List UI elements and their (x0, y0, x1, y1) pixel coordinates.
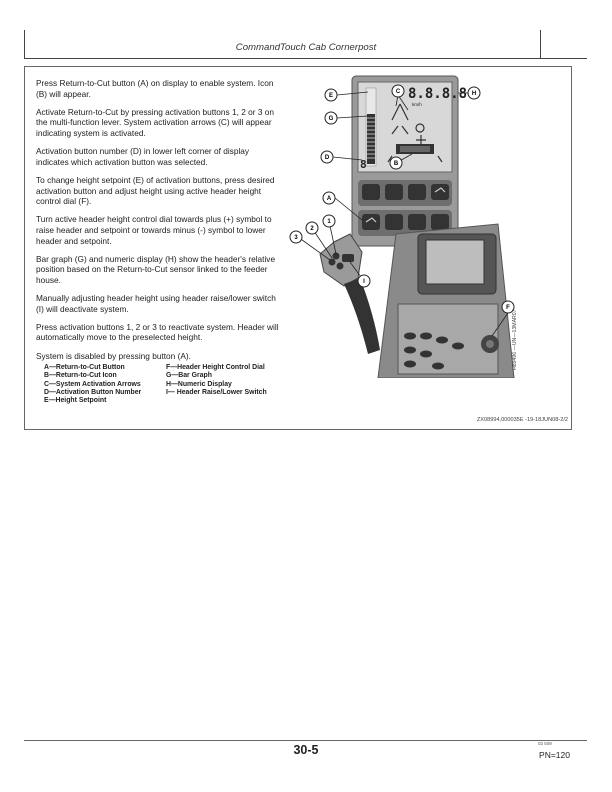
callout-c: C (395, 89, 401, 96)
activation-button-number: 8 (360, 158, 367, 171)
callout-h: H (471, 91, 477, 98)
callout-3: 3 (294, 235, 298, 242)
paragraph: System is disabled by pressing button (A). (36, 350, 191, 361)
paragraph: Turn active header height control dial towards plus (+) symbol to raise header and setpoint or towards minus (-) symbol to lower header and setpoint. (36, 214, 272, 246)
instruction-text (36, 78, 282, 369)
callout-e: E (328, 93, 334, 100)
legend-item: E—Height Setpoint (44, 397, 107, 405)
legend-item: H—Numeric Display (166, 380, 232, 388)
legend-item: F—Header Height Control Dial (166, 364, 265, 371)
legend-item: D—Activation Button Number (44, 388, 142, 396)
legend-item: I— Header Raise/Lower Switch (166, 388, 267, 396)
page-header-title: CommandTouch Cab Cornerpost (235, 42, 377, 53)
pn-label: PN=120 (539, 750, 570, 760)
legend-item: B—Return-to-Cut Icon (44, 372, 117, 380)
legend-right-column (166, 364, 267, 397)
display-unit: km/h (412, 102, 422, 107)
paragraph: Press activation buttons 1, 2 or 3 to reactivate system. Header will automatically move to the preselected height. (36, 321, 279, 343)
footer-code: 02 509 (538, 741, 552, 746)
bar-graph (366, 88, 376, 166)
return-to-cut-figure (288, 74, 518, 378)
multi-function-lever (320, 234, 380, 354)
callout-1: 1 (327, 219, 331, 226)
page-number: 30-5 (293, 743, 319, 757)
paragraph: Press Return-to-Cut button (A) on display to enable system. Icon (B) will appear. (36, 78, 274, 99)
image-id-label: H89496 —UN—13MAR07 (512, 309, 518, 370)
callout-i: I (363, 279, 365, 286)
paragraph: Manually adjusting header height using header raise/lower switch (I) will deactivate system. (36, 293, 276, 314)
callout-f: F (506, 305, 510, 312)
paragraph: Activation button number (D) in lower left corner of display indicates which activation button was selected. (36, 146, 250, 167)
legend-item: C—System Activation Arrows (44, 380, 141, 388)
paragraph: To change height setpoint (E) of activation buttons, press desired activation button and adjust height using active header height control dial (F). (36, 174, 275, 207)
numeric-display: 8.8.8.8 (408, 86, 468, 102)
legend-item: A—Return-to-Cut Button (44, 364, 125, 371)
paragraph: Activate Return-to-Cut by pressing activation buttons 1, 2 or 3 on the multi-function lever. System activation arrows (C) will appear indicating system is activated. (36, 106, 274, 138)
callout-g: G (328, 116, 334, 123)
callout-a: A (326, 196, 332, 203)
callout-b: B (393, 161, 399, 168)
document-reference: ZX08994,000035E -19-18JUN08-2/2 (476, 417, 568, 423)
callout-2: 2 (310, 226, 314, 233)
cornerpost-console (378, 224, 514, 378)
legend-left-column (44, 364, 141, 405)
callout-d: D (324, 155, 330, 162)
legend-item: G—Bar Graph (166, 372, 212, 380)
header-rule (24, 58, 587, 59)
paragraph: Bar graph (G) and numeric display (H) show the header's relative position based on the Return-to-Cut sensor linked to the feeder house. (36, 253, 276, 285)
footer-rule (24, 740, 587, 741)
